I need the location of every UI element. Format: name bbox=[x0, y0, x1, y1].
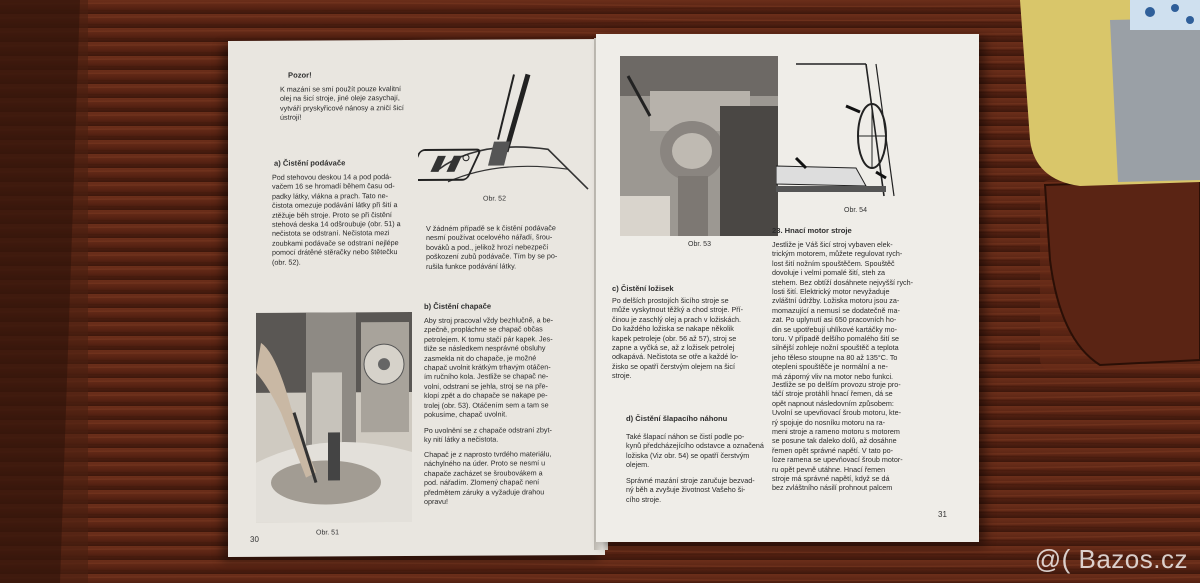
section-23-text2: Jestliže se po delším provozu stroje pro- táčí stroje protáhlí hnací řemen, dá se opět napnout následovním způsobem: Uvolní se upevňovací šroub motoru, kte- rý spojuje do nosníku motoru na ra- meni stroje a rameno motoru s motorem se posune tak daleko dolů, až dosáhne řemen opět správné napětí. V tato po- loze ramena se upevňovací šroub motor- ru opět pevně utáhne. Hnací řemen stroje má správné napětí, když se dá bez zvláštního násilí prohnout palcem bbox=[772, 380, 903, 493]
section-d-text2: Správné mazání stroje zaručuje bezvad- ný běh a zvyšuje životnost Vašeho ši- cího stroje. bbox=[626, 476, 755, 504]
figure-52-drawing bbox=[418, 69, 598, 200]
section-c-text: Po delších prostojích šicího stroje se může vyskytnout těžký a chod stroje. Pří- činou je zaschlý olej a prach v ložiskách. Do každého ložiska se nakape několik kapek petroleje (obr. 56 až 57), stroj se zapne a vyčká se, až z ložisek petrolej odkapává. Nečistota se otře a každé lo- žisko se opatří čerstvým olejem na šicí stroje. bbox=[612, 296, 744, 381]
section-b-title: b) Čistění chapače bbox=[424, 301, 492, 311]
section-23-title: 23. Hnací motor stroje bbox=[772, 226, 852, 235]
figure-53-photo bbox=[620, 56, 778, 236]
section-d-title: d) Čistění šlapacího náhonu bbox=[626, 414, 728, 423]
section-d-text: Také šlapací náhon se čistí podle po- kynů předcházejícího odstavce a označená ložiska (Viz obr. 54) se opatří čerstvým olejem. bbox=[626, 432, 764, 470]
left-page bbox=[228, 39, 605, 557]
warning-title: Pozor! bbox=[288, 70, 312, 80]
figure-54-drawing bbox=[776, 56, 936, 206]
figure-52-caption: Obr. 52 bbox=[483, 195, 506, 203]
figure-54-caption: Obr. 54 bbox=[844, 207, 867, 214]
warning-text: K mazání se smí použít pouze kvalitní olej na šicí stroje, jiné oleje zasychají, vytváří pryskyřicové nánosy a zničí šicí ústrojí! bbox=[280, 84, 404, 122]
figure-51-caption: Obr. 51 bbox=[316, 529, 339, 537]
section-b-text2: Po uvolnění se z chapače odstraní zbyt- ky nití látky a nečistota. bbox=[424, 425, 552, 445]
figure-52-text: V žádném případě se k čistění podávače nesmí používat ocelového nářadí, šrou- bováků a pod., jelikož hrozí nebezpečí poškození zubů podávače. Tím by se po- rušila funkce podávání látky. bbox=[426, 223, 558, 271]
section-a-text: Pod stehovou deskou 14 a pod podá- vačem 16 se hromadí během času od- padky látky, vlákna a prach. Tato ne- čistota omezuje podávání látky při šití a ztěžuje běh stroje. Proto se při čistění stehová deska 14 odšroubuje (obr. 51) a nečistota se odstraní. Nečistota mezi zoubkami podávače se odstraní nejlépe pomocí drátěné stěračky nebo štětečku (obr. 52). bbox=[272, 172, 401, 267]
section-b-text: Aby stroj pracoval vždy bezhlučně, a be- zpečně, propláchne se chapač občas petrolejem. K tomu stačí pár kapek. Jes- tliže se následkem nesprávné obsluhy zasmekla nit do chapače, je možné chapač uvolnit krátkým trhavým otáčen- ím ručního kola. Jestliže se chapač ne- volní, odstraní se jehla, stroj se na pře- klopí zpět a do chapače se nakape pe- trolej (obr. 53). Otáčením sem a tam se pokusíme, chapač uvolnit. bbox=[424, 315, 554, 420]
figure-51-photo bbox=[256, 312, 412, 523]
section-23-text: Jestliže je Váš šicí stroj vybaven elek- trickým motorem, můžete regulovat rych- lost šití nožním spouštěčem. Spouštěč dovoluje i velmi pomalé šití, steh za stehem. Bez obtíží dosáhnete nejvyšší rych- losti šití. Elektrický motor nevyžaduje zvláštní údržby. Ložiska motoru jsou za- momazující a nemusí se dodatečně ma- zat. Po uplynutí asi 650 pracovních ho- din se upotřebují uhlíkové kartáčky mo- toru. V případě delšího pomalého šití se silnější zohleje nožní spouštěč a teplota jeho těleso stoupne na 80 až 135°C. To otepleni spouštěče je normální a ne- má záporný vliv na motor nebo funkci. bbox=[772, 240, 914, 381]
section-c-title: c) Čistění ložisek bbox=[612, 284, 674, 293]
right-page bbox=[596, 34, 979, 542]
bazos-watermark: @( Bazos.cz bbox=[1034, 544, 1188, 574]
left-page-number: 30 bbox=[250, 534, 259, 544]
section-b-text3: Chapač je z naprosto tvrdého materiálu, náchylného na úder. Proto se nesmí u chapače zacházet se šroubovákem a pod. nářadím. Zlomený chapač není předmětem záruky a vyžaduje drahou opravu! bbox=[424, 449, 552, 506]
section-a-title: a) Čistění podávače bbox=[274, 158, 346, 168]
figure-53-caption: Obr. 53 bbox=[688, 241, 711, 248]
right-page-number: 31 bbox=[938, 510, 947, 519]
